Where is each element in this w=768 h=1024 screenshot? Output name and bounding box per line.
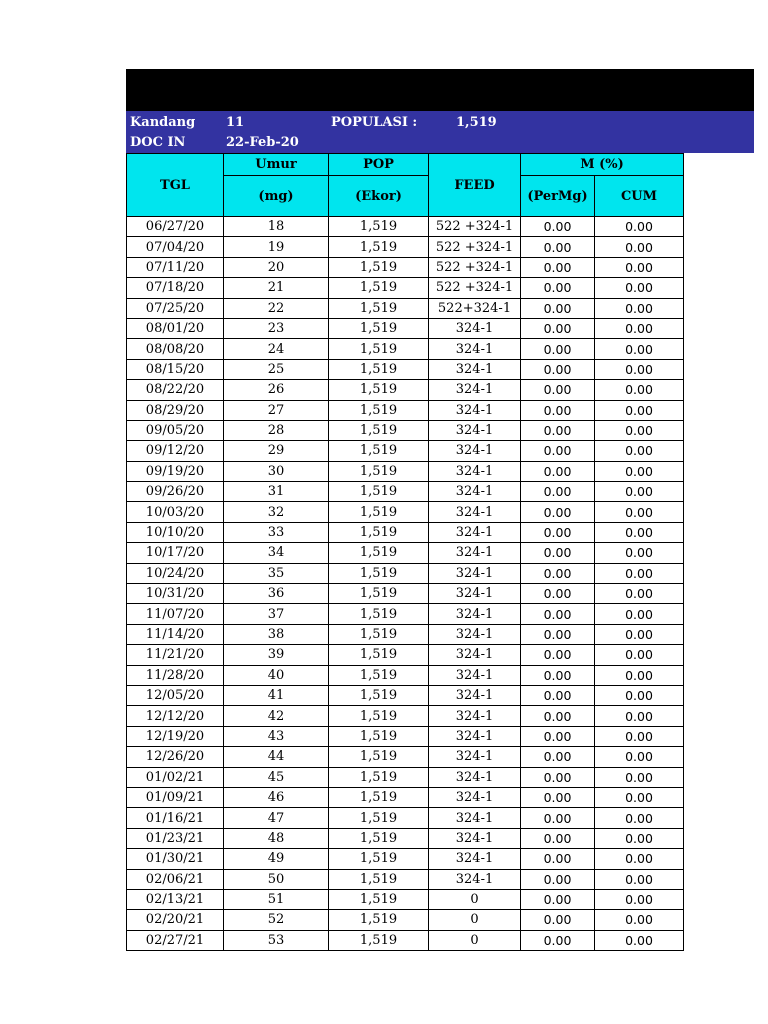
cell-feed: 324-1 bbox=[429, 767, 521, 787]
cell-feed: 324-1 bbox=[429, 828, 521, 848]
cell-tgl: 06/27/20 bbox=[127, 217, 224, 237]
cell-cum: 0.00 bbox=[595, 787, 684, 807]
cell-umur: 31 bbox=[224, 482, 329, 502]
cell-cum: 0.00 bbox=[595, 318, 684, 338]
cell-tgl: 09/26/20 bbox=[127, 482, 224, 502]
cell-feed: 324-1 bbox=[429, 808, 521, 828]
cell-cum: 0.00 bbox=[595, 563, 684, 583]
table-row bbox=[127, 869, 684, 889]
cell-umur: 18 bbox=[224, 217, 329, 237]
cell-permg: 0.00 bbox=[521, 787, 595, 807]
cell-feed: 324-1 bbox=[429, 787, 521, 807]
cell-pop: 1,519 bbox=[329, 278, 429, 298]
cell-cum: 0.00 bbox=[595, 543, 684, 563]
cell-pop: 1,519 bbox=[329, 808, 429, 828]
cell-tgl: 07/25/20 bbox=[127, 298, 224, 318]
cell-permg: 0.00 bbox=[521, 217, 595, 237]
cell-feed: 324-1 bbox=[429, 665, 521, 685]
cell-feed: 324-1 bbox=[429, 482, 521, 502]
cell-tgl: 11/14/20 bbox=[127, 624, 224, 644]
cell-permg: 0.00 bbox=[521, 380, 595, 400]
cell-umur: 32 bbox=[224, 502, 329, 522]
cell-pop: 1,519 bbox=[329, 441, 429, 461]
table-row bbox=[127, 441, 684, 461]
cell-feed: 522+324-1 bbox=[429, 298, 521, 318]
cell-pop: 1,519 bbox=[329, 543, 429, 563]
cell-cum: 0.00 bbox=[595, 237, 684, 257]
header-tgl: TGL bbox=[127, 154, 224, 217]
cell-permg: 0.00 bbox=[521, 604, 595, 624]
cell-pop: 1,519 bbox=[329, 522, 429, 542]
cell-permg: 0.00 bbox=[521, 645, 595, 665]
cell-feed: 324-1 bbox=[429, 441, 521, 461]
cell-pop: 1,519 bbox=[329, 645, 429, 665]
table-row bbox=[127, 380, 684, 400]
cell-feed: 324-1 bbox=[429, 339, 521, 359]
table-row bbox=[127, 645, 684, 665]
cell-umur: 51 bbox=[224, 889, 329, 909]
table-row bbox=[127, 604, 684, 624]
cell-umur: 34 bbox=[224, 543, 329, 563]
cell-tgl: 02/13/21 bbox=[127, 889, 224, 909]
cell-feed: 324-1 bbox=[429, 461, 521, 481]
cell-feed: 324-1 bbox=[429, 604, 521, 624]
table-row bbox=[127, 359, 684, 379]
cell-umur: 50 bbox=[224, 869, 329, 889]
cell-umur: 43 bbox=[224, 726, 329, 746]
cell-tgl: 08/08/20 bbox=[127, 339, 224, 359]
cell-feed: 324-1 bbox=[429, 380, 521, 400]
cell-tgl: 07/04/20 bbox=[127, 237, 224, 257]
cell-cum: 0.00 bbox=[595, 257, 684, 277]
cell-tgl: 10/03/20 bbox=[127, 502, 224, 522]
cell-cum: 0.00 bbox=[595, 502, 684, 522]
cell-feed: 324-1 bbox=[429, 869, 521, 889]
docin-value: 22-Feb-20 bbox=[226, 135, 299, 150]
cell-permg: 0.00 bbox=[521, 237, 595, 257]
cell-cum: 0.00 bbox=[595, 441, 684, 461]
cell-permg: 0.00 bbox=[521, 910, 595, 930]
cell-pop: 1,519 bbox=[329, 787, 429, 807]
cell-cum: 0.00 bbox=[595, 828, 684, 848]
cell-pop: 1,519 bbox=[329, 767, 429, 787]
cell-tgl: 08/29/20 bbox=[127, 400, 224, 420]
cell-permg: 0.00 bbox=[521, 624, 595, 644]
table-row bbox=[127, 278, 684, 298]
cell-tgl: 09/12/20 bbox=[127, 441, 224, 461]
cell-tgl: 11/28/20 bbox=[127, 665, 224, 685]
cell-tgl: 10/17/20 bbox=[127, 543, 224, 563]
cell-feed: 324-1 bbox=[429, 318, 521, 338]
cell-pop: 1,519 bbox=[329, 380, 429, 400]
kandang-label: Kandang bbox=[130, 115, 196, 130]
cell-permg: 0.00 bbox=[521, 930, 595, 950]
cell-pop: 1,519 bbox=[329, 318, 429, 338]
info-band bbox=[126, 111, 754, 153]
cell-umur: 30 bbox=[224, 461, 329, 481]
cell-cum: 0.00 bbox=[595, 849, 684, 869]
cell-cum: 0.00 bbox=[595, 420, 684, 440]
cell-pop: 1,519 bbox=[329, 889, 429, 909]
cell-pop: 1,519 bbox=[329, 869, 429, 889]
cell-tgl: 08/01/20 bbox=[127, 318, 224, 338]
cell-permg: 0.00 bbox=[521, 318, 595, 338]
cell-cum: 0.00 bbox=[595, 400, 684, 420]
cell-tgl: 10/31/20 bbox=[127, 584, 224, 604]
cell-feed: 324-1 bbox=[429, 685, 521, 705]
cell-umur: 40 bbox=[224, 665, 329, 685]
cell-umur: 52 bbox=[224, 910, 329, 930]
cell-umur: 29 bbox=[224, 441, 329, 461]
cell-tgl: 12/12/20 bbox=[127, 706, 224, 726]
cell-feed: 324-1 bbox=[429, 400, 521, 420]
table-row bbox=[127, 767, 684, 787]
cell-umur: 26 bbox=[224, 380, 329, 400]
cell-umur: 22 bbox=[224, 298, 329, 318]
table-row bbox=[127, 849, 684, 869]
cell-umur: 53 bbox=[224, 930, 329, 950]
cell-permg: 0.00 bbox=[521, 563, 595, 583]
cell-cum: 0.00 bbox=[595, 522, 684, 542]
cell-feed: 324-1 bbox=[429, 624, 521, 644]
cell-umur: 36 bbox=[224, 584, 329, 604]
header-pop: POP bbox=[329, 154, 429, 176]
table-row bbox=[127, 502, 684, 522]
cell-umur: 41 bbox=[224, 685, 329, 705]
cell-umur: 38 bbox=[224, 624, 329, 644]
cell-umur: 45 bbox=[224, 767, 329, 787]
table-row bbox=[127, 420, 684, 440]
cell-permg: 0.00 bbox=[521, 522, 595, 542]
cell-umur: 20 bbox=[224, 257, 329, 277]
cell-permg: 0.00 bbox=[521, 869, 595, 889]
cell-umur: 49 bbox=[224, 849, 329, 869]
cell-permg: 0.00 bbox=[521, 828, 595, 848]
cell-cum: 0.00 bbox=[595, 747, 684, 767]
table-body bbox=[127, 217, 684, 951]
cell-permg: 0.00 bbox=[521, 706, 595, 726]
title-bar bbox=[126, 69, 754, 111]
cell-tgl: 11/21/20 bbox=[127, 645, 224, 665]
table-row bbox=[127, 910, 684, 930]
table-row bbox=[127, 543, 684, 563]
cell-tgl: 01/02/21 bbox=[127, 767, 224, 787]
cell-cum: 0.00 bbox=[595, 604, 684, 624]
table-row bbox=[127, 685, 684, 705]
cell-cum: 0.00 bbox=[595, 461, 684, 481]
cell-permg: 0.00 bbox=[521, 665, 595, 685]
cell-pop: 1,519 bbox=[329, 849, 429, 869]
cell-pop: 1,519 bbox=[329, 828, 429, 848]
cell-feed: 522 +324-1 bbox=[429, 237, 521, 257]
cell-permg: 0.00 bbox=[521, 726, 595, 746]
table-row bbox=[127, 624, 684, 644]
cell-pop: 1,519 bbox=[329, 706, 429, 726]
cell-cum: 0.00 bbox=[595, 359, 684, 379]
cell-cum: 0.00 bbox=[595, 869, 684, 889]
cell-umur: 25 bbox=[224, 359, 329, 379]
cell-permg: 0.00 bbox=[521, 502, 595, 522]
table-row bbox=[127, 706, 684, 726]
table-row bbox=[127, 808, 684, 828]
cell-feed: 522 +324-1 bbox=[429, 217, 521, 237]
cell-permg: 0.00 bbox=[521, 359, 595, 379]
cell-cum: 0.00 bbox=[595, 645, 684, 665]
cell-permg: 0.00 bbox=[521, 543, 595, 563]
cell-feed: 324-1 bbox=[429, 645, 521, 665]
cell-tgl: 10/24/20 bbox=[127, 563, 224, 583]
header-feed: FEED bbox=[429, 154, 521, 217]
table-row bbox=[127, 237, 684, 257]
cell-umur: 37 bbox=[224, 604, 329, 624]
cell-cum: 0.00 bbox=[595, 584, 684, 604]
cell-feed: 0 bbox=[429, 910, 521, 930]
cell-permg: 0.00 bbox=[521, 849, 595, 869]
cell-pop: 1,519 bbox=[329, 339, 429, 359]
cell-permg: 0.00 bbox=[521, 441, 595, 461]
cell-cum: 0.00 bbox=[595, 665, 684, 685]
cell-cum: 0.00 bbox=[595, 685, 684, 705]
cell-tgl: 01/23/21 bbox=[127, 828, 224, 848]
cell-umur: 23 bbox=[224, 318, 329, 338]
table-header bbox=[127, 154, 684, 217]
cell-cum: 0.00 bbox=[595, 726, 684, 746]
table-row bbox=[127, 522, 684, 542]
cell-permg: 0.00 bbox=[521, 298, 595, 318]
cell-pop: 1,519 bbox=[329, 298, 429, 318]
cell-pop: 1,519 bbox=[329, 237, 429, 257]
header-m: M (%) bbox=[521, 154, 684, 176]
cell-feed: 324-1 bbox=[429, 420, 521, 440]
cell-permg: 0.00 bbox=[521, 808, 595, 828]
populasi-value: 1,519 bbox=[456, 115, 497, 130]
table-row bbox=[127, 747, 684, 767]
cell-feed: 324-1 bbox=[429, 359, 521, 379]
cell-pop: 1,519 bbox=[329, 461, 429, 481]
table-row bbox=[127, 930, 684, 950]
cell-umur: 35 bbox=[224, 563, 329, 583]
cell-tgl: 07/11/20 bbox=[127, 257, 224, 277]
cell-tgl: 12/26/20 bbox=[127, 747, 224, 767]
cell-umur: 44 bbox=[224, 747, 329, 767]
cell-tgl: 01/09/21 bbox=[127, 787, 224, 807]
cell-umur: 33 bbox=[224, 522, 329, 542]
cell-permg: 0.00 bbox=[521, 400, 595, 420]
cell-feed: 324-1 bbox=[429, 543, 521, 563]
cell-feed: 324-1 bbox=[429, 563, 521, 583]
cell-tgl: 08/15/20 bbox=[127, 359, 224, 379]
cell-pop: 1,519 bbox=[329, 217, 429, 237]
cell-cum: 0.00 bbox=[595, 889, 684, 909]
cell-permg: 0.00 bbox=[521, 685, 595, 705]
cell-umur: 39 bbox=[224, 645, 329, 665]
cell-permg: 0.00 bbox=[521, 889, 595, 909]
table-row bbox=[127, 298, 684, 318]
table-row bbox=[127, 318, 684, 338]
cell-cum: 0.00 bbox=[595, 930, 684, 950]
table-row bbox=[127, 665, 684, 685]
cell-feed: 522 +324-1 bbox=[429, 257, 521, 277]
cell-cum: 0.00 bbox=[595, 767, 684, 787]
cell-feed: 324-1 bbox=[429, 747, 521, 767]
cell-tgl: 08/22/20 bbox=[127, 380, 224, 400]
table-row bbox=[127, 217, 684, 237]
cell-feed: 324-1 bbox=[429, 706, 521, 726]
cell-tgl: 02/06/21 bbox=[127, 869, 224, 889]
cell-umur: 28 bbox=[224, 420, 329, 440]
cell-umur: 47 bbox=[224, 808, 329, 828]
table-row bbox=[127, 787, 684, 807]
cell-umur: 48 bbox=[224, 828, 329, 848]
cell-permg: 0.00 bbox=[521, 278, 595, 298]
cell-pop: 1,519 bbox=[329, 910, 429, 930]
cell-feed: 0 bbox=[429, 889, 521, 909]
cell-pop: 1,519 bbox=[329, 502, 429, 522]
header-umur-unit: (mg) bbox=[224, 176, 329, 217]
cell-tgl: 11/07/20 bbox=[127, 604, 224, 624]
cell-pop: 1,519 bbox=[329, 747, 429, 767]
cell-cum: 0.00 bbox=[595, 278, 684, 298]
table-row bbox=[127, 482, 684, 502]
kandang-value: 11 bbox=[226, 115, 245, 130]
cell-pop: 1,519 bbox=[329, 482, 429, 502]
cell-cum: 0.00 bbox=[595, 339, 684, 359]
cell-tgl: 12/19/20 bbox=[127, 726, 224, 746]
cell-umur: 42 bbox=[224, 706, 329, 726]
cell-permg: 0.00 bbox=[521, 257, 595, 277]
cell-cum: 0.00 bbox=[595, 217, 684, 237]
cell-cum: 0.00 bbox=[595, 808, 684, 828]
table-row bbox=[127, 828, 684, 848]
cell-umur: 46 bbox=[224, 787, 329, 807]
cell-pop: 1,519 bbox=[329, 257, 429, 277]
cell-cum: 0.00 bbox=[595, 380, 684, 400]
cell-feed: 324-1 bbox=[429, 726, 521, 746]
cell-permg: 0.00 bbox=[521, 420, 595, 440]
cell-feed: 522 +324-1 bbox=[429, 278, 521, 298]
cell-tgl: 10/10/20 bbox=[127, 522, 224, 542]
cell-tgl: 02/20/21 bbox=[127, 910, 224, 930]
table-row bbox=[127, 339, 684, 359]
cell-permg: 0.00 bbox=[521, 461, 595, 481]
cell-pop: 1,519 bbox=[329, 604, 429, 624]
table-row bbox=[127, 889, 684, 909]
cell-permg: 0.00 bbox=[521, 339, 595, 359]
table-row bbox=[127, 563, 684, 583]
cell-permg: 0.00 bbox=[521, 767, 595, 787]
cell-umur: 21 bbox=[224, 278, 329, 298]
cell-cum: 0.00 bbox=[595, 298, 684, 318]
cell-tgl: 02/27/21 bbox=[127, 930, 224, 950]
cell-cum: 0.00 bbox=[595, 706, 684, 726]
cell-feed: 0 bbox=[429, 930, 521, 950]
cell-tgl: 01/16/21 bbox=[127, 808, 224, 828]
cell-pop: 1,519 bbox=[329, 584, 429, 604]
docin-label: DOC IN bbox=[130, 135, 186, 150]
table-row bbox=[127, 584, 684, 604]
header-permg: (PerMg) bbox=[521, 176, 595, 217]
cell-pop: 1,519 bbox=[329, 930, 429, 950]
populasi-label: POPULASI : bbox=[331, 115, 418, 130]
cell-feed: 324-1 bbox=[429, 849, 521, 869]
table-row bbox=[127, 461, 684, 481]
cell-pop: 1,519 bbox=[329, 685, 429, 705]
cell-feed: 324-1 bbox=[429, 502, 521, 522]
cell-cum: 0.00 bbox=[595, 624, 684, 644]
cell-tgl: 01/30/21 bbox=[127, 849, 224, 869]
cell-permg: 0.00 bbox=[521, 584, 595, 604]
cell-tgl: 09/05/20 bbox=[127, 420, 224, 440]
cell-permg: 0.00 bbox=[521, 482, 595, 502]
cell-tgl: 12/05/20 bbox=[127, 685, 224, 705]
cell-umur: 19 bbox=[224, 237, 329, 257]
data-table bbox=[126, 153, 684, 951]
cell-pop: 1,519 bbox=[329, 359, 429, 379]
header-cum: CUM bbox=[595, 176, 684, 217]
header-pop-unit: (Ekor) bbox=[329, 176, 429, 217]
cell-feed: 324-1 bbox=[429, 522, 521, 542]
cell-cum: 0.00 bbox=[595, 482, 684, 502]
cell-tgl: 07/18/20 bbox=[127, 278, 224, 298]
cell-cum: 0.00 bbox=[595, 910, 684, 930]
cell-permg: 0.00 bbox=[521, 747, 595, 767]
header-umur: Umur bbox=[224, 154, 329, 176]
cell-pop: 1,519 bbox=[329, 624, 429, 644]
cell-umur: 24 bbox=[224, 339, 329, 359]
table-row bbox=[127, 726, 684, 746]
cell-tgl: 09/19/20 bbox=[127, 461, 224, 481]
cell-pop: 1,519 bbox=[329, 563, 429, 583]
cell-umur: 27 bbox=[224, 400, 329, 420]
cell-pop: 1,519 bbox=[329, 400, 429, 420]
cell-pop: 1,519 bbox=[329, 726, 429, 746]
table-row bbox=[127, 400, 684, 420]
cell-pop: 1,519 bbox=[329, 420, 429, 440]
table-row bbox=[127, 257, 684, 277]
cell-feed: 324-1 bbox=[429, 584, 521, 604]
cell-pop: 1,519 bbox=[329, 665, 429, 685]
